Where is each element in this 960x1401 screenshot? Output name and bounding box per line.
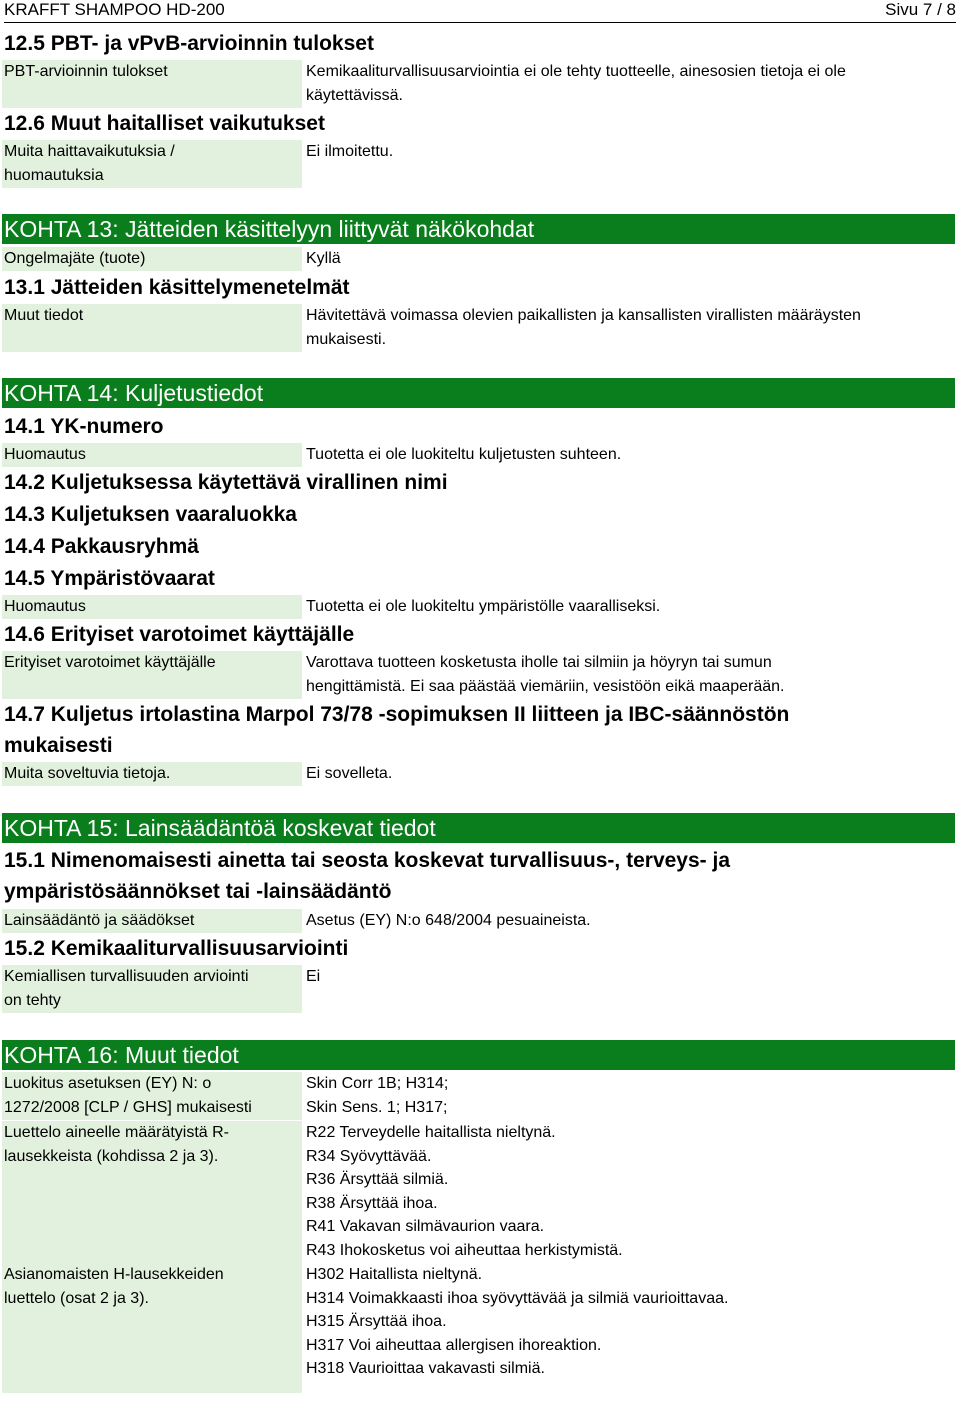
section-header-15: KOHTA 15: Lainsäädäntöä koskevat tiedot — [2, 813, 955, 843]
label-line: on tehty — [4, 992, 61, 1009]
subsection-title-12-5: 12.5 PBT- ja vPvB-arvioinnin tulokset — [4, 32, 374, 55]
value-line: Varottava tuotteen kosketusta iholle tai silmiin ja höyryn tai sumun — [306, 654, 772, 671]
value-line: Skin Corr 1B; H314; — [306, 1075, 449, 1092]
field-value-hazwaste: Kyllä — [306, 250, 341, 267]
label-line: Asianomaisten H-lausekkeiden — [4, 1266, 224, 1283]
label-line: 1272/2008 [CLP / GHS] mukaisesti — [4, 1099, 252, 1116]
subsection-title-15-1 — [4, 845, 904, 907]
subsection-title-15-2: 15.2 Kemikaaliturvallisuusarviointi — [4, 937, 349, 960]
field-value-note-env: Tuotetta ei ole luokiteltu ympäristölle vaaralliseksi. — [306, 598, 661, 615]
field-label-hazwaste: Ongelmajäte (tuote) — [2, 247, 302, 271]
value-line: Hävitettävä voimassa olevien paikallisten ja kansallisten virallisten määräysten — [306, 307, 861, 324]
field-label-legislation: Lainsäädäntö ja säädökset — [2, 909, 302, 933]
title-line: mukaisesti — [4, 734, 113, 757]
subsection-title-14-1: 14.1 YK-numero — [4, 415, 164, 438]
r-phrase: R41 Vakavan silmävaurion vaara. — [306, 1218, 545, 1235]
field-label-note: Huomautus — [2, 443, 302, 467]
title-line: 14.7 Kuljetus irtolastina Marpol 73/78 -sopimuksen II liitteen ja IBC-säännöstön — [4, 703, 790, 726]
subsection-title-14-4: 14.4 Pakkausryhmä — [4, 535, 199, 558]
field-label-csa — [2, 965, 302, 1013]
page-number: Sivu 7 / 8 — [885, 0, 956, 19]
r-phrase: R36 Ärsyttää silmiä. — [306, 1171, 449, 1188]
subsection-title-14-2: 14.2 Kuljetuksessa käytettävä virallinen nimi — [4, 471, 448, 494]
field-value-pbt — [306, 60, 946, 108]
value-line: Kemikaaliturvallisuusarviointia ei ole tehty tuotteelle, ainesosien tietoja ei ole — [306, 63, 846, 80]
title-line: ympäristösäännökset tai -lainsäädäntö — [4, 880, 392, 903]
h-phrase: H318 Vaurioittaa vakavasti silmiä. — [306, 1360, 545, 1377]
subsection-title-14-6: 14.6 Erityiset varotoimet käyttäjälle — [4, 623, 355, 646]
label-line: luettelo (osat 2 ja 3). — [4, 1290, 149, 1307]
section-header-14: KOHTA 14: Kuljetustiedot — [2, 378, 955, 408]
field-value-r-phrases — [306, 1121, 946, 1262]
subsection-title-13-1: 13.1 Jätteiden käsittelymenetelmät — [4, 276, 350, 299]
field-value-other-applicable: Ei sovelleta. — [306, 765, 393, 782]
field-value-clp — [306, 1072, 946, 1120]
subsection-title-14-7 — [4, 699, 904, 761]
field-label-clp — [2, 1072, 302, 1120]
r-phrase: R43 Ihokosketus voi aiheuttaa herkistymistä. — [306, 1241, 623, 1259]
label-line: Luokitus asetuksen (EY) N: o — [4, 1075, 212, 1092]
field-value-legislation: Asetus (EY) N:o 648/2004 pesuaineista. — [306, 912, 591, 929]
field-label-other-effects — [2, 140, 302, 188]
field-label-r-phrases — [2, 1121, 302, 1263]
h-phrase: H317 Voi aiheuttaa allergisen ihoreaktion. — [306, 1336, 602, 1354]
field-value-csa: Ei — [306, 968, 321, 985]
section-header-16: KOHTA 16: Muut tiedot — [2, 1040, 955, 1070]
value-line: Skin Sens. 1; H317; — [306, 1099, 448, 1116]
field-label-pbt: PBT-arvioinnin tulokset — [2, 60, 302, 108]
r-phrase: R22 Terveydelle haitallista nieltynä. — [306, 1124, 556, 1141]
product-name: KRAFFT SHAMPOO HD-200 — [4, 0, 225, 19]
h-phrase: H302 Haitallista nieltynä. — [306, 1266, 483, 1283]
label-line: Luettelo aineelle määrätyistä R- — [4, 1124, 230, 1141]
field-value-other-effects: Ei ilmoitettu. — [306, 143, 394, 160]
field-label-h-phrases — [2, 1263, 302, 1393]
r-phrase: R38 Ärsyttää ihoa. — [306, 1194, 438, 1212]
subsection-title-12-6: 12.6 Muut haitalliset vaikutukset — [4, 112, 325, 135]
field-label-note: Huomautus — [2, 595, 302, 619]
label-line: Muita haittavaikutuksia / — [4, 143, 175, 160]
h-phrase: H315 Ärsyttää ihoa. — [306, 1313, 447, 1330]
section-header-13: KOHTA 13: Jätteiden käsittelyyn liittyvät näkökohdat — [2, 214, 955, 244]
r-phrase: R34 Syövyttävää. — [306, 1147, 432, 1165]
value-line: mukaisesti. — [306, 331, 387, 348]
field-value-precautions — [306, 651, 946, 699]
title-line: 15.1 Nimenomaisesti ainetta tai seosta koskevat turvallisuus-, terveys- ja — [4, 849, 730, 872]
field-label-other-applicable: Muita soveltuvia tietoja. — [2, 762, 302, 786]
page-header — [4, 0, 956, 23]
field-label-other-info: Muut tiedot — [2, 304, 302, 352]
field-value-h-phrases — [306, 1263, 946, 1381]
value-line: käytettävissä. — [306, 87, 403, 104]
subsection-title-14-3: 14.3 Kuljetuksen vaaraluokka — [4, 503, 297, 526]
h-phrase: H314 Voimakkaasti ihoa syövyttävää ja silmiä vaurioittavaa. — [306, 1289, 729, 1307]
label-line: lausekkeista (kohdissa 2 ja 3). — [4, 1148, 219, 1165]
label-line: huomautuksia — [4, 167, 104, 184]
label-line: Kemiallisen turvallisuuden arviointi — [4, 968, 249, 985]
field-label-precautions: Erityiset varotoimet käyttäjälle — [2, 651, 302, 699]
value-line: hengittämistä. Ei saa päästää viemäriin, vesistöön eikä maaperään. — [306, 678, 785, 695]
field-value-other-info — [306, 304, 946, 352]
subsection-title-14-5: 14.5 Ympäristövaarat — [4, 567, 215, 590]
field-value-note: Tuotetta ei ole luokiteltu kuljetusten suhteen. — [306, 446, 622, 463]
